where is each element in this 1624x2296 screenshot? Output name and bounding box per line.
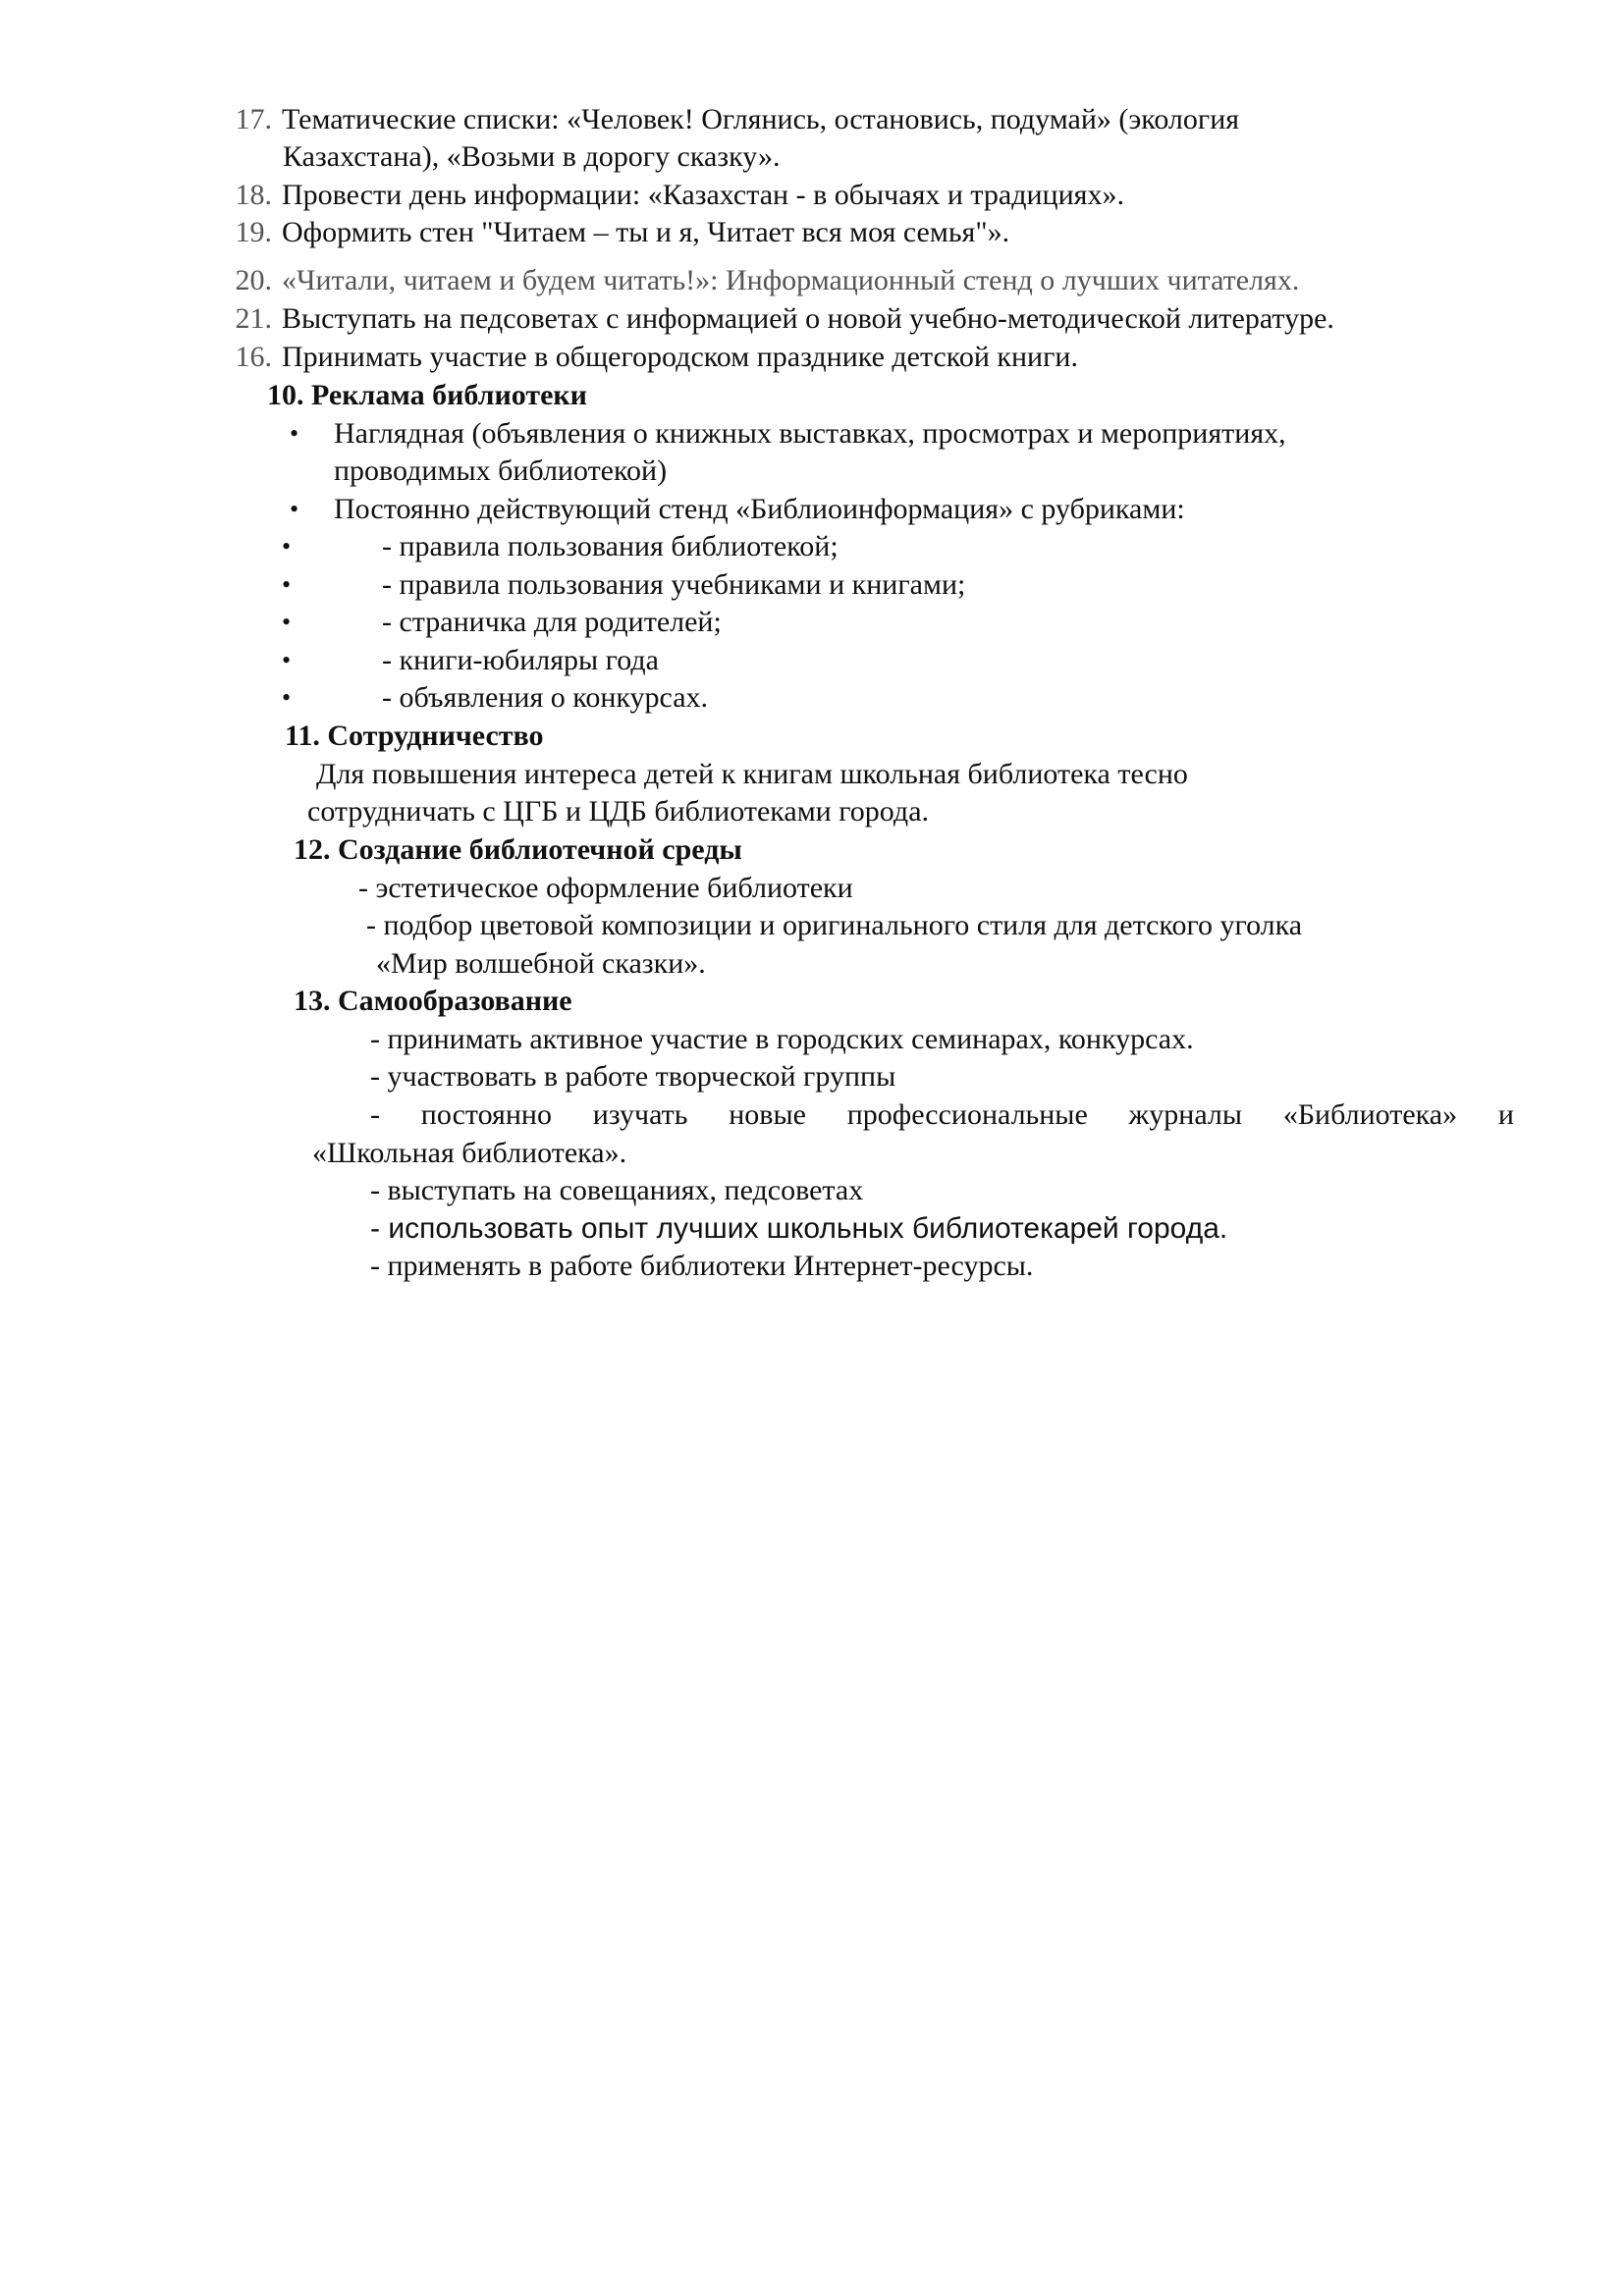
section-12-heading: 12. Создание библиотечной среды xyxy=(294,833,742,866)
list-number: 19. xyxy=(235,216,272,248)
word: профессиональные xyxy=(846,1098,1088,1131)
section-11-heading: 11. Сотрудничество xyxy=(285,720,544,752)
list-item-continuation: Казахстана), «Возьми в дорогу сказку». xyxy=(283,140,781,173)
bullet-icon: • xyxy=(282,646,292,674)
section-11-text-continuation: сотрудничать с ЦГБ и ЦДБ библиотеками города. xyxy=(307,795,930,828)
list-number: 18. xyxy=(235,179,272,211)
section-10-rubric: - страничка для родителей; xyxy=(382,606,722,638)
section-12-item: - подбор цветовой композиции и оригинального стиля для детского уголка xyxy=(366,909,1303,941)
list-item-18 xyxy=(223,177,1124,214)
section-10-rubric: - правила пользования библиотекой; xyxy=(382,530,839,562)
bullet-icon: • xyxy=(282,532,292,561)
word: новые xyxy=(729,1098,806,1131)
list-number: 16. xyxy=(235,341,272,373)
section-13-item: - принимать активное участие в городских семинарах, конкурсах. xyxy=(370,1023,1194,1055)
word: журналы xyxy=(1128,1098,1243,1131)
section-13-item-continuation: «Школьная библиотека». xyxy=(312,1137,627,1169)
section-10-item: Постоянно действующий стенд «Библиоинформация» с рубриками: xyxy=(334,493,1185,525)
list-number: 17. xyxy=(235,103,272,135)
section-11-text: Для повышения интереса детей к книгам школьная библиотека тесно xyxy=(316,758,1188,790)
section-13-item-justified xyxy=(370,1096,1514,1134)
section-10-rubric: - объявления о конкурсах. xyxy=(382,681,709,714)
section-13-item: - выступать на совещаниях, педсоветах xyxy=(370,1174,864,1206)
bullet-icon: • xyxy=(282,683,292,712)
list-number: 21. xyxy=(235,302,272,335)
bullet-icon: • xyxy=(290,495,299,523)
word: «Библиотека» xyxy=(1282,1098,1458,1131)
section-12-item-continuation: «Мир волшебной сказки». xyxy=(376,947,706,980)
list-item-19 xyxy=(223,214,1009,251)
bullet-icon: • xyxy=(282,570,292,599)
list-item-17 xyxy=(223,101,1239,138)
bullet-icon: • xyxy=(290,419,299,448)
list-item-text: Тематические списки: «Человек! Оглянись, остановись, подумай» (экология xyxy=(282,103,1240,135)
section-13-item: - применять в работе библиотеки Интернет-ресурсы. xyxy=(370,1250,1034,1282)
list-item-20 xyxy=(223,262,1299,299)
section-10-item-continuation: проводимых библиотекой) xyxy=(334,454,668,487)
word: - xyxy=(370,1098,380,1131)
list-item-text: Принимать участие в общегородском празднике детской книги. xyxy=(282,341,1078,373)
list-item-16 xyxy=(223,339,1078,376)
bullet-icon: • xyxy=(282,608,292,636)
section-10-rubric: - книги-юбиляры года xyxy=(382,644,659,676)
list-item-text: Оформить стен "Читаем – ты и я, Читает вся моя семья"». xyxy=(282,216,1010,248)
list-item-text: «Читали, читаем и будем читать!»: Информационный стенд о лучших читателях. xyxy=(282,264,1300,296)
section-13-item: - участвовать в работе творческой группы xyxy=(370,1060,896,1093)
section-12-item: - эстетическое оформление библиотеки xyxy=(358,872,853,904)
list-item-text: Выступать на педсоветах с информацией о новой учебно-методической литературе. xyxy=(282,302,1334,335)
section-10-rubric: - правила пользования учебниками и книгами; xyxy=(382,568,966,601)
section-10-heading: 10. Реклама библиотеки xyxy=(267,379,587,411)
word: изучать xyxy=(592,1098,688,1131)
word: и xyxy=(1497,1098,1514,1131)
section-10-item: Наглядная (объявления о книжных выставках, просмотрах и мероприятиях, xyxy=(334,417,1286,450)
section-13-item: - использовать опыт лучших школьных библиотекарей города. xyxy=(370,1212,1228,1245)
word: постоянно xyxy=(420,1098,552,1131)
section-13-heading: 13. Самообразование xyxy=(294,985,572,1017)
list-item-21 xyxy=(223,300,1334,338)
list-number: 20. xyxy=(235,264,272,296)
list-item-text: Провести день информации: «Казахстан - в обычаях и традициях». xyxy=(282,179,1124,211)
